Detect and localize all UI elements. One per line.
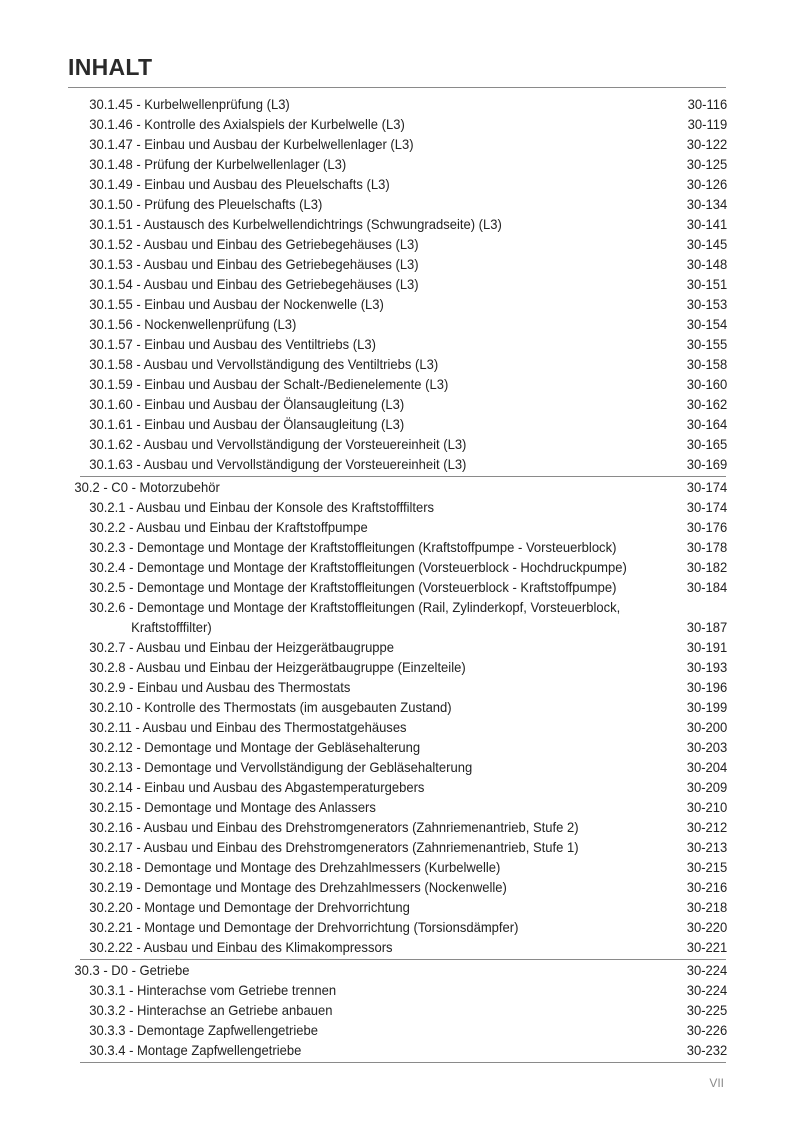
toc-entry-title: 30.2.21 - Montage und Demontage der Drehvorrichtung (Torsionsdämpfer) xyxy=(89,919,519,935)
toc-entry[interactable] xyxy=(0,114,738,134)
toc-entry-page: 30-162 xyxy=(686,396,728,412)
toc-entry-title: 30.2.14 - Einbau und Ausbau des Abgastemperaturgebers xyxy=(89,779,425,795)
toc-entry[interactable] xyxy=(0,577,738,597)
toc-entry[interactable] xyxy=(0,434,738,454)
toc-entry-page: 30-196 xyxy=(686,679,728,695)
toc-entry-title: 30.1.51 - Austausch des Kurbelwellendichtrings (Schwungradseite) (L3) xyxy=(89,216,502,232)
toc-entry-title: 30.1.49 - Einbau und Ausbau des Pleuelschafts (L3) xyxy=(89,176,390,192)
toc-entry[interactable] xyxy=(0,517,738,537)
toc-heading-page: 30-174 xyxy=(686,479,728,495)
toc-entry-page: 30-210 xyxy=(686,799,728,815)
toc-entry-page: 30-155 xyxy=(686,336,728,352)
toc-entry[interactable] xyxy=(0,657,738,677)
toc-entry[interactable] xyxy=(0,174,738,194)
toc-entry-continuation[interactable] xyxy=(0,617,738,637)
toc-entry-page: 30-209 xyxy=(686,779,728,795)
toc-entry-page: 30-126 xyxy=(686,176,728,192)
toc-entry[interactable] xyxy=(0,557,738,577)
toc-entry-title: 30.2.10 - Kontrolle des Thermostats (im ausgebauten Zustand) xyxy=(89,699,452,715)
toc-entry-page: 30-151 xyxy=(686,276,728,292)
toc-entry-title: 30.2.12 - Demontage und Montage der Gebläsehalterung xyxy=(89,739,421,755)
toc-entry-title: 30.1.46 - Kontrolle des Axialspiels der Kurbelwelle (L3) xyxy=(89,116,405,132)
toc-entry-page: 30-122 xyxy=(686,136,728,152)
toc-entry-title: 30.2.20 - Montage und Demontage der Drehvorrichtung xyxy=(89,899,410,915)
toc-entry-page: 30-174 xyxy=(686,499,728,515)
toc-entry-title: 30.2.3 - Demontage und Montage der Kraftstoffleitungen (Kraftstoffpumpe - Vorsteuerblock) xyxy=(89,539,617,555)
toc-entry[interactable] xyxy=(0,414,738,434)
toc-entry[interactable] xyxy=(0,274,738,294)
toc-entry-page: 30-153 xyxy=(686,296,728,312)
toc-entry[interactable] xyxy=(0,1040,738,1060)
toc-entry-title: 30.2.5 - Demontage und Montage der Kraftstoffleitungen (Vorsteuerblock - Kraftstoffpumpe) xyxy=(89,579,617,595)
toc-entry-page: 30-184 xyxy=(686,579,728,595)
toc-entry-page: 30-220 xyxy=(686,919,728,935)
toc-entry-title: 30.1.56 - Nockenwellenprüfung (L3) xyxy=(89,316,297,332)
toc-entry-title: 30.2.4 - Demontage und Montage der Kraftstoffleitungen (Vorsteuerblock - Hochdruckpumpe) xyxy=(89,559,627,575)
toc-entry-title: 30.2.22 - Ausbau und Einbau des Klimakompressors xyxy=(89,939,393,955)
toc-entry[interactable] xyxy=(0,797,738,817)
toc-entry[interactable] xyxy=(0,314,738,334)
toc-entry-page: 30-232 xyxy=(686,1042,728,1058)
toc-entry-title: 30.2.16 - Ausbau und Einbau des Drehstromgenerators (Zahnriemenantrieb, Stufe 2) xyxy=(89,819,579,835)
toc-entry-page: 30-225 xyxy=(686,1002,728,1018)
toc-entry-page: 30-148 xyxy=(686,256,728,272)
toc-entry-page: 30-221 xyxy=(686,939,728,955)
toc-heading-title: 30.3 - D0 - Getriebe xyxy=(74,962,190,978)
toc-entry-title: 30.2.19 - Demontage und Montage des Drehzahlmessers (Nockenwelle) xyxy=(89,879,507,895)
toc-entry[interactable] xyxy=(0,677,738,697)
toc-entry[interactable] xyxy=(0,980,738,1000)
toc-entry[interactable] xyxy=(0,454,738,474)
toc-entry-title: 30.2.2 - Ausbau und Einbau der Kraftstoffpumpe xyxy=(89,519,368,535)
toc-entry-page: 30-178 xyxy=(686,539,728,555)
toc-entry[interactable] xyxy=(0,637,738,657)
toc-entry-title: 30.1.62 - Ausbau und Vervollständigung der Vorsteuereinheit (L3) xyxy=(89,436,467,452)
toc-entry-title: 30.1.57 - Einbau und Ausbau des Ventiltriebs (L3) xyxy=(89,336,376,352)
page-title: INHALT xyxy=(68,54,153,80)
toc-entry-page: 30-119 xyxy=(687,116,728,132)
toc-entry[interactable] xyxy=(0,394,738,414)
toc-entry-title: 30.1.54 - Ausbau und Einbau des Getriebegehäuses (L3) xyxy=(89,276,419,292)
toc-entry-title: 30.1.60 - Einbau und Ausbau der Ölansaugleitung (L3) xyxy=(89,396,405,412)
section-divider xyxy=(80,1062,726,1063)
toc-entry-title: 30.2.18 - Demontage und Montage des Drehzahlmessers (Kurbelwelle) xyxy=(89,859,501,875)
toc-entry[interactable] xyxy=(0,294,738,314)
toc-entry[interactable] xyxy=(0,717,738,737)
toc-entry-title: 30.1.59 - Einbau und Ausbau der Schalt-/Bedienelemente (L3) xyxy=(89,376,449,392)
toc-entry-page: 30-191 xyxy=(686,639,728,655)
toc-entry-title: 30.1.50 - Prüfung des Pleuelschafts (L3) xyxy=(89,196,323,212)
toc-entry[interactable] xyxy=(0,374,738,394)
toc-entry[interactable] xyxy=(0,497,738,517)
toc-entry-title: 30.2.15 - Demontage und Montage des Anlassers xyxy=(89,799,376,815)
toc-entry-title: 30.2.8 - Ausbau und Einbau der Heizgerätbaugruppe (Einzelteile) xyxy=(89,659,466,675)
toc-entry[interactable] xyxy=(0,837,738,857)
toc-entry[interactable] xyxy=(0,234,738,254)
toc-entry[interactable] xyxy=(0,737,738,757)
toc-entry-page: 30-165 xyxy=(686,436,728,452)
toc-entry-page: 30-215 xyxy=(686,859,728,875)
toc-entry-page: 30-160 xyxy=(686,376,728,392)
toc-entry-title: 30.1.58 - Ausbau und Vervollständigung des Ventiltriebs (L3) xyxy=(89,356,439,372)
toc-entry-title: 30.2.6 - Demontage und Montage der Kraftstoffleitungen (Rail, Zylinderkopf, Vorsteuerblock, xyxy=(89,599,621,615)
toc-heading-title: 30.2 - C0 - Motorzubehör xyxy=(74,479,220,495)
toc-entry-page: 30-125 xyxy=(686,156,728,172)
toc-entry-title: 30.2.11 - Ausbau und Einbau des Thermostatgehäuses xyxy=(89,719,407,735)
toc-entry[interactable] xyxy=(0,917,738,937)
toc-entry-title: 30.1.63 - Ausbau und Vervollständigung der Vorsteuereinheit (L3) xyxy=(89,456,467,472)
toc-entry-page: 30-193 xyxy=(686,659,728,675)
page-number: VII xyxy=(709,1076,724,1090)
toc-entry-page: 30-176 xyxy=(686,519,728,535)
toc-entry-page: 30-218 xyxy=(686,899,728,915)
toc-entry[interactable] xyxy=(0,897,738,917)
toc-entry[interactable] xyxy=(0,817,738,837)
toc-entry[interactable] xyxy=(0,697,738,717)
toc-entry-page: 30-224 xyxy=(686,982,728,998)
toc-entry[interactable] xyxy=(0,254,738,274)
toc-entry-title: 30.2.9 - Einbau und Ausbau des Thermostats xyxy=(89,679,351,695)
toc-entry-page: 30-182 xyxy=(686,559,728,575)
toc-entry-title: 30.1.55 - Einbau und Ausbau der Nockenwelle (L3) xyxy=(89,296,384,312)
toc-entry[interactable] xyxy=(0,597,738,617)
toc-entry[interactable] xyxy=(0,354,738,374)
toc-entry-page: 30-158 xyxy=(686,356,728,372)
toc-entry[interactable] xyxy=(0,877,738,897)
toc-entry[interactable] xyxy=(0,537,738,557)
toc-entry[interactable] xyxy=(0,154,738,174)
toc-heading-row[interactable] xyxy=(0,960,738,980)
toc-section-30-1-continued xyxy=(0,94,794,474)
toc-entry[interactable] xyxy=(0,134,738,154)
toc-entry-page: 30-187 xyxy=(686,619,728,635)
toc-entry-page: 30-204 xyxy=(686,759,728,775)
toc-entry[interactable] xyxy=(0,1000,738,1020)
toc-entry-page: 30-226 xyxy=(686,1022,728,1038)
toc-entry[interactable] xyxy=(0,334,738,354)
toc-entry-page: 30-169 xyxy=(686,456,728,472)
toc-entry[interactable] xyxy=(0,757,738,777)
title-divider xyxy=(68,87,726,88)
toc-entry-page: 30-200 xyxy=(686,719,728,735)
toc-entry-title: 30.1.53 - Ausbau und Einbau des Getriebegehäuses (L3) xyxy=(89,256,419,272)
toc-entry-page: 30-213 xyxy=(686,839,728,855)
toc-entry[interactable] xyxy=(0,94,738,114)
toc-entry-page: 30-212 xyxy=(686,819,728,835)
toc-entry-title: 30.1.52 - Ausbau und Einbau des Getriebegehäuses (L3) xyxy=(89,236,419,252)
toc-entry-page: 30-164 xyxy=(686,416,728,432)
toc-entry-title: 30.1.45 - Kurbelwellenprüfung (L3) xyxy=(89,96,290,112)
toc-entry[interactable] xyxy=(0,777,738,797)
toc-entry[interactable] xyxy=(0,1020,738,1040)
toc-heading-page: 30-224 xyxy=(686,962,728,978)
toc-entry-page: 30-145 xyxy=(686,236,728,252)
table-of-contents xyxy=(0,94,794,1063)
toc-entry-title: 30.1.47 - Einbau und Ausbau der Kurbelwellenlager (L3) xyxy=(89,136,414,152)
toc-heading-row[interactable] xyxy=(0,477,738,497)
toc-entry-title: 30.3.2 - Hinterachse an Getriebe anbauen xyxy=(89,1002,333,1018)
toc-entry-page: 30-199 xyxy=(686,699,728,715)
toc-entry[interactable] xyxy=(0,937,738,957)
toc-entry-title: 30.3.4 - Montage Zapfwellengetriebe xyxy=(89,1042,302,1058)
toc-entry[interactable] xyxy=(0,194,738,214)
toc-entry[interactable] xyxy=(0,857,738,877)
toc-entry-title: 30.2.17 - Ausbau und Einbau des Drehstromgenerators (Zahnriemenantrieb, Stufe 1) xyxy=(89,839,579,855)
toc-entry-title: 30.2.7 - Ausbau und Einbau der Heizgerätbaugruppe xyxy=(89,639,395,655)
toc-entry[interactable] xyxy=(0,214,738,234)
toc-entry-title-continued: Kraftstofffilter) xyxy=(131,619,212,635)
toc-entry-page: 30-154 xyxy=(686,316,728,332)
toc-entry-page: 30-216 xyxy=(686,879,728,895)
toc-entry-page: 30-141 xyxy=(686,216,728,232)
toc-entry-title: 30.2.1 - Ausbau und Einbau der Konsole des Kraftstofffilters xyxy=(89,499,435,515)
toc-entry-page: 30-134 xyxy=(686,196,728,212)
toc-entry-title: 30.3.3 - Demontage Zapfwellengetriebe xyxy=(89,1022,319,1038)
toc-section-30-2 xyxy=(0,476,794,957)
toc-entry-title: 30.2.13 - Demontage und Vervollständigung der Gebläsehalterung xyxy=(89,759,473,775)
toc-section-30-3 xyxy=(0,959,794,1060)
toc-entry-page: 30-203 xyxy=(686,739,728,755)
toc-entry-page: 30-116 xyxy=(687,96,728,112)
toc-entry-title: 30.1.61 - Einbau und Ausbau der Ölansaugleitung (L3) xyxy=(89,416,405,432)
toc-entry-title: 30.1.48 - Prüfung der Kurbelwellenlager (L3) xyxy=(89,156,347,172)
toc-entry-title: 30.3.1 - Hinterachse vom Getriebe trennen xyxy=(89,982,337,998)
